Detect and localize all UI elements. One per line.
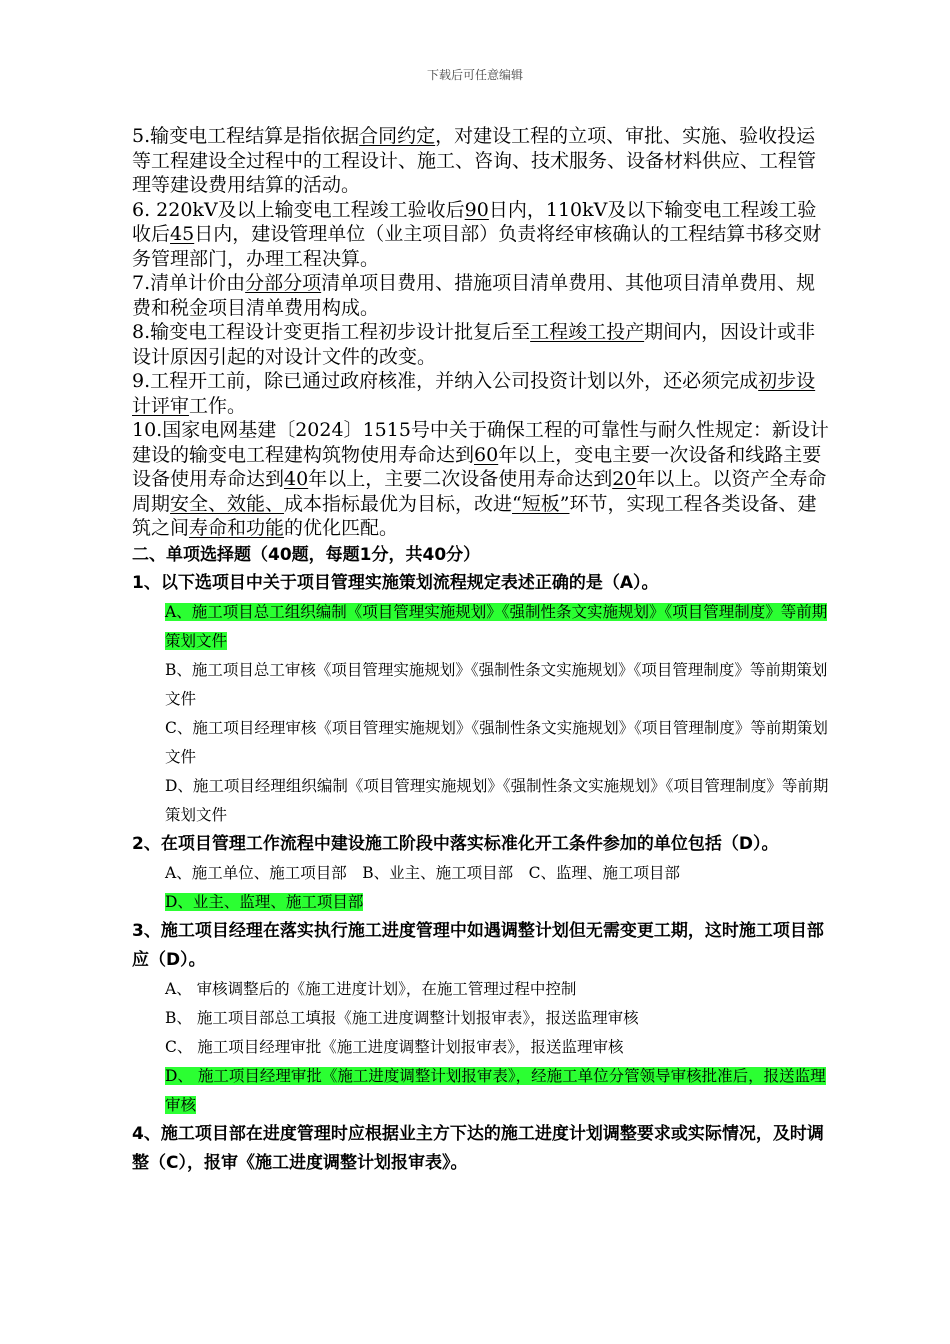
text: 年以上，变电主要一次设备和线路主要设备使用寿命达到 — [132, 443, 822, 490]
highlighted-answer: D、业主、监理、施工项目部 — [165, 892, 364, 911]
fill-item-10 — [132, 418, 832, 541]
answer-underline: 20 — [612, 468, 637, 490]
answer-underline: 60 — [474, 443, 499, 466]
fill-item-8 — [132, 320, 832, 369]
answer-option-b: B、 施工项目部总工填报《施工进度调整计划报审表》，报送监理审核 — [165, 1008, 639, 1027]
text: 成本指标最优为目标，改进 — [284, 492, 513, 515]
fill-item-5 — [132, 124, 832, 198]
text: 年以上，主要二次设备使用寿命达到 — [308, 468, 613, 490]
text: 10.国家电网基建〔2024〕1515号中关于确保工程的可靠性与耐久性规定：新设计建设的输变电工程建构筑物使用寿命达到 — [132, 419, 829, 466]
question-stem: 2、在项目管理工作流程中建设施工阶段中落实标准化开工条件参加的单位包括（D）。 — [132, 833, 779, 854]
answer-options-abc: A、施工单位、施工项目部 B、业主、施工项目部 C、监理、施工项目部 — [165, 863, 680, 882]
text: 8.输变电工程设计变更指工程初步设计批复后至 — [132, 321, 531, 343]
fill-item-6 — [132, 198, 832, 272]
answer-underline: 45 — [170, 223, 195, 245]
text: 日内，建设管理单位（业主项目部）负责将经审核确认的工程结算书移交财务管理部门，办理工程决算。 — [132, 223, 822, 270]
fill-item-7 — [132, 271, 832, 320]
answer-option-c: C、施工项目经理审核《项目管理实施规划》《强制性条文实施规划》《项目管理制度》等前期策划文件 — [165, 718, 828, 766]
answer-option-a — [132, 598, 832, 656]
text: 工作。 — [189, 394, 247, 417]
highlighted-answer: D、 施工项目经理审批《施工进度调整计划报审表》，经施工单位分管领导审核批准后，报送监理审核 — [165, 1066, 826, 1114]
section-title: 二、单项选择题（40题，每题1分，共40分） — [132, 544, 481, 565]
text: 的优化匹配。 — [284, 517, 399, 539]
text: 年以上。以资产全寿命周期 — [132, 468, 827, 515]
text: 日内，110kV及以下输变电工程竣工验收后 — [132, 198, 817, 245]
text: 清单项目费用、措施项目清单费用、其他项目清单费用、规费和税金项目清单费用构成。 — [132, 272, 816, 319]
answer-underline: “短板” — [512, 492, 570, 515]
page-header: 下载后可任意编辑 — [426, 68, 523, 82]
answer-underline: 安全、效能、 — [170, 492, 285, 515]
answer-underline: 寿命和功能 — [189, 517, 285, 539]
answer-underline: 分部分项 — [245, 272, 322, 294]
text: 7.清单计价由 — [132, 272, 246, 294]
answer-option-d — [132, 888, 832, 917]
text: 期间内，因设计或非设计原因引起的对设计文件的改变。 — [132, 321, 816, 368]
question-stem: 1、以下选项目中关于项目管理实施策划流程规定表述正确的是（A）。 — [132, 572, 659, 593]
answer-option-a: A、 审核调整后的《施工进度计划》，在施工管理过程中控制 — [165, 979, 577, 998]
highlighted-answer: A、施工项目总工组织编制《项目管理实施规划》《强制性条文实施规划》《项目管理制度》等前期策划文件 — [165, 602, 828, 650]
document-body — [132, 124, 832, 1178]
text: 6. 220kV及以上输变电工程竣工验收后 — [132, 198, 465, 221]
question-stem: 3、施工项目经理在落实执行施工进度管理中如遇调整计划但无需变更工期，这时施工项目部应（D）。 — [132, 920, 824, 970]
answer-underline: 90 — [464, 198, 489, 221]
answer-underline: 合同约定 — [359, 125, 436, 147]
text: 环节，实现工程各类设备、建筑之间 — [132, 492, 817, 539]
text: 5.输变电工程结算是指依据 — [132, 125, 360, 147]
fill-item-9 — [132, 369, 832, 418]
answer-option-d — [132, 1062, 832, 1120]
answer-underline: 初步设计评审 — [132, 370, 816, 417]
text: ，对建设工程的立项、审批、实施、验收投运等工程建设全过程中的工程设计、施工、咨询、技术服务、设备材料供应、工程管理等建设费用结算的活动。 — [132, 125, 817, 196]
text: 9.工程开工前，除已通过政府核准，并纳入公司投资计划以外，还必须完成 — [132, 370, 759, 392]
answer-option-b: B、施工项目总工审核《项目管理实施规划》《强制性条文实施规划》《项目管理制度》等前期策划文件 — [165, 660, 828, 708]
question-stem: 4、施工项目部在进度管理时应根据业主方下达的施工进度计划调整要求或实际情况，及时调整（C），报审《施工进度调整计划报审表》。 — [132, 1123, 824, 1173]
answer-underline: 40 — [284, 468, 309, 490]
answer-option-d: D、施工项目经理组织编制《项目管理实施规划》《强制性条文实施规划》《项目管理制度》等前期策划文件 — [165, 776, 829, 824]
answer-underline: 工程竣工投产 — [530, 321, 645, 343]
answer-option-c: C、 施工项目经理审批《施工进度调整计划报审表》，报送监理审核 — [165, 1037, 624, 1056]
